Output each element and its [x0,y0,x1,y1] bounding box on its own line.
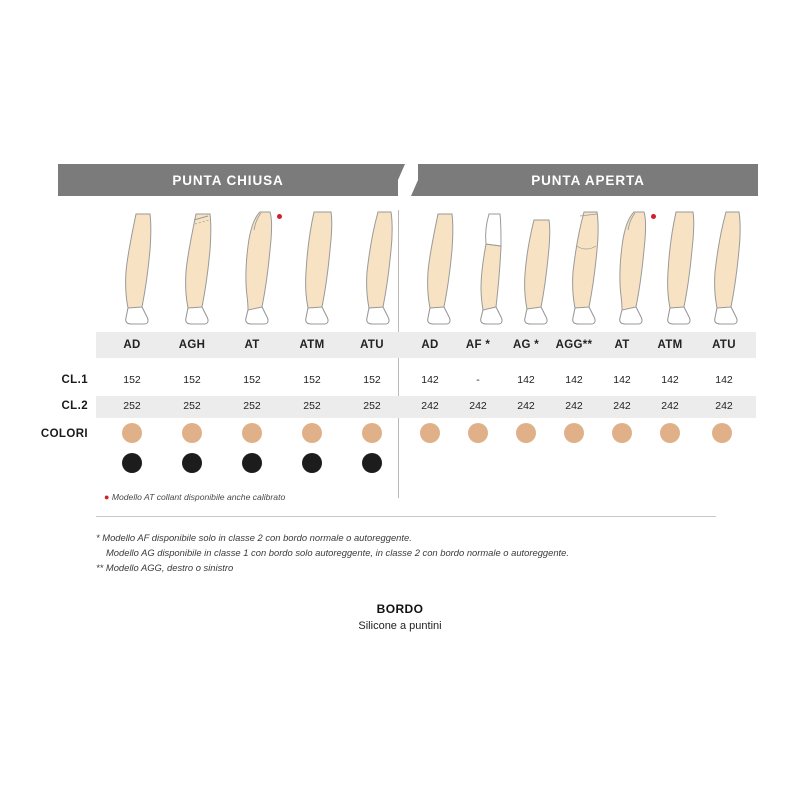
model-header-open-ag: AG * [512,339,540,351]
row-label-colori: COLORI [40,428,88,440]
cell-closed-atu-cl2: 252 [363,400,381,412]
model-header-open-at: AT [614,339,630,351]
leg-illustrations [96,210,756,332]
cell-closed-ad-cl2: 252 [123,400,141,412]
cell-open-agg-cl1: 142 [565,374,583,386]
model-header-closed-ad: AD [123,339,141,351]
model-header-closed-agh: AGH [178,339,206,351]
swatch-closed-atm-beige [302,423,322,443]
cell-closed-atu-cl1: 152 [363,374,381,386]
banner-open-toe-label: PUNTA APERTA [418,164,758,196]
footnote-2: Modello AG disponibile in classe 1 con bordo solo autoreggente, in classe 2 con bordo normale o autoreggente. [106,547,569,558]
swatch-open-atu-beige [712,423,732,443]
cell-open-ag-cl1: 142 [517,374,535,386]
cell-open-ad-cl1: 142 [421,374,439,386]
cell-open-at-cl1: 142 [613,374,631,386]
cell-open-atu-cl1: 142 [715,374,733,386]
swatch-open-at-beige [612,423,632,443]
leg-figure-closed-at [234,210,290,332]
cell-open-at-cl2: 242 [613,400,631,412]
cell-open-af-cl2: 242 [469,400,487,412]
model-header-open-atm: ATM [657,339,683,351]
swatch-open-agg-beige [564,423,584,443]
cell-open-ag-cl2: 242 [517,400,535,412]
swatch-open-af-beige [468,423,488,443]
swatch-closed-agh-beige [182,423,202,443]
swatch-open-ad-beige [420,423,440,443]
swatch-closed-atm-black [302,453,322,473]
cell-closed-atm-cl2: 252 [303,400,321,412]
swatch-closed-ad-beige [122,423,142,443]
cell-closed-agh-cl2: 252 [183,400,201,412]
bordo-subtitle: Silicone a puntini [358,620,442,632]
banner-divider [398,164,418,196]
cell-closed-at-cl1: 152 [243,374,261,386]
footnotes-divider [96,516,716,517]
footnote-1: * Modello AF disponibile solo in classe 2 con bordo normale o autoreggente. [96,532,412,543]
calibrato-marker-at-closed [277,214,282,219]
model-header-open-agg: AGG** [555,339,593,351]
leg-figure-closed-atu [354,210,410,332]
cell-closed-at-cl2: 252 [243,400,261,412]
swatch-closed-atu-beige [362,423,382,443]
note-bullet-icon: ● [104,492,110,502]
cell-open-af-cl1: - [476,374,480,386]
banner-closed-toe-label: PUNTA CHIUSA [58,164,398,196]
swatch-closed-at-black [242,453,262,473]
leg-figure-closed-agh [174,210,230,332]
note-calibrato-text: Modello AT collant disponibile anche calibrato [111,492,286,502]
swatch-closed-ad-black [122,453,142,473]
cell-closed-ad-cl1: 152 [123,374,141,386]
cell-open-atm-cl1: 142 [661,374,679,386]
leg-figure-closed-ad [114,210,170,332]
cell-open-atm-cl2: 242 [661,400,679,412]
model-header-closed-at: AT [244,339,260,351]
section-banner [58,164,758,196]
cell-open-ad-cl2: 242 [421,400,439,412]
model-header-closed-atu: ATU [360,339,384,351]
swatch-open-ag-beige [516,423,536,443]
cell-closed-atm-cl1: 152 [303,374,321,386]
footnotes [96,530,736,575]
swatch-open-atm-beige [660,423,680,443]
cell-open-agg-cl2: 242 [565,400,583,412]
row-label-cl1: CL.1 [61,374,88,386]
row-label-cl2: CL.2 [61,400,88,412]
note-calibrato [104,492,285,502]
model-header-closed-atm: ATM [299,339,325,351]
leg-figure-closed-atm [294,210,350,332]
model-header-open-af: AF * [465,339,491,351]
swatch-closed-at-beige [242,423,262,443]
model-header-open-ad: AD [421,339,439,351]
swatch-closed-agh-black [182,453,202,473]
cell-open-atu-cl2: 242 [715,400,733,412]
footnote-3: ** Modello AGG, destro o sinistro [96,562,234,573]
swatch-closed-atu-black [362,453,382,473]
leg-figure-open-atu [702,210,758,332]
bordo-title: BORDO [376,602,424,616]
model-header-open-atu: ATU [712,339,736,351]
cell-closed-agh-cl1: 152 [183,374,201,386]
